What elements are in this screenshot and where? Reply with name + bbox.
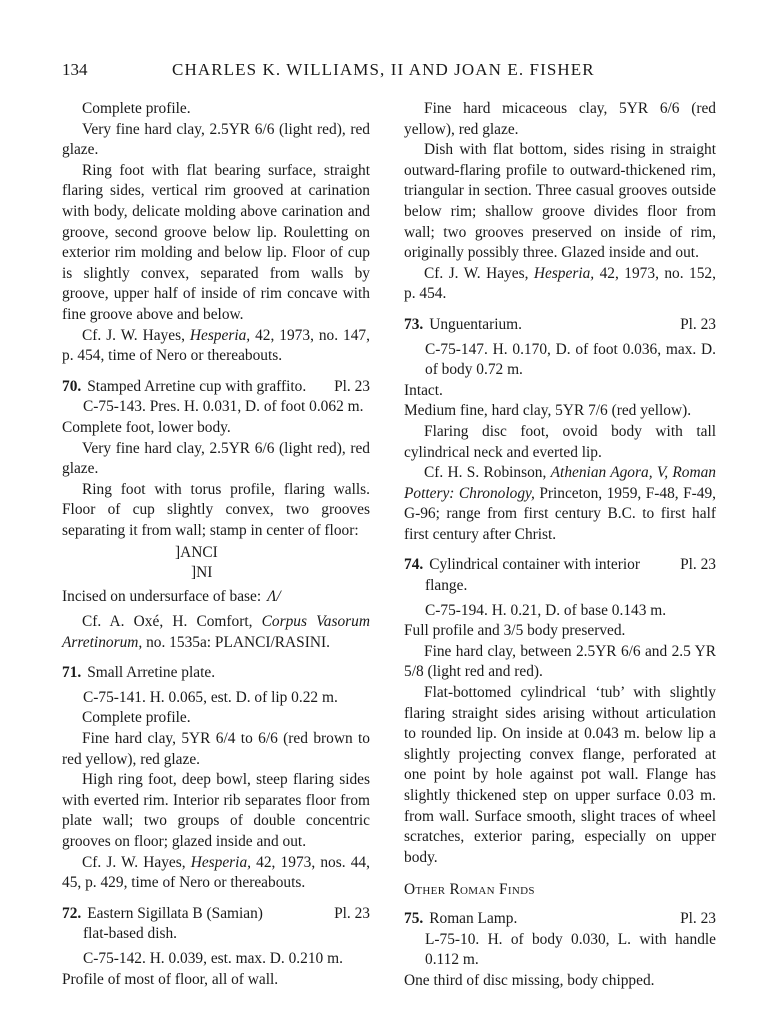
entry-text: Very fine hard clay, 2.5YR 6/6 (light red), red glaze. (62, 120, 370, 159)
entry-heading (404, 555, 716, 576)
plate-reference: Pl. 23 (680, 909, 716, 927)
entry-title: Small Arretine plate. (87, 664, 216, 682)
entry-reference: Cf. A. Oxé, H. Comfort, Corpus Vasorum Arretinorum, no. 1535a: PLANCI/RASINI. (62, 613, 370, 651)
entry-text: Fine hard micaceous clay, 5YR 6/6 (red yellow), red glaze. (404, 100, 716, 138)
entry-heading (62, 663, 370, 684)
entry-text: Flaring disc foot, ovoid body with tall cylindrical neck and everted lip. (404, 422, 716, 461)
entry-text: Incised on undersurface of base: Λ/ (62, 588, 281, 606)
entry-title-continued: flange. (425, 577, 468, 595)
entry-heading (404, 909, 716, 930)
running-title: CHARLES K. WILLIAMS, II AND JOAN E. FISHER (172, 60, 595, 79)
catalog-entry-71 (62, 663, 370, 894)
entry-heading (62, 904, 370, 925)
entry-reference: Cf. J. W. Hayes, Hesperia, 42, 1973, no. 147, p. 454, time of Nero or thereabouts. (62, 326, 370, 365)
plate-reference: Pl. 23 (334, 904, 370, 922)
entry-title: Roman Lamp. (429, 909, 518, 927)
catalog-entry-70 (62, 377, 370, 654)
catalog-entry-75 (404, 909, 716, 991)
inventory-line: L-75-10. H. of body 0.030, L. with handle 0.112 m. (425, 930, 716, 969)
entry-text: Complete profile. (82, 709, 191, 727)
right-column (404, 99, 716, 991)
entry-72-continuation (404, 99, 716, 305)
entry-text: Ring foot with torus profile, flaring walls. Floor of cup slightly convex, two grooves separating it from wall; stamp in center of floor: (62, 480, 370, 539)
running-header (62, 60, 722, 84)
catalog-entry-74 (404, 555, 716, 868)
entry-title: Eastern Sigillata B (Samian) (87, 904, 263, 922)
inventory-line: C-75-142. H. 0.039, est. max. D. 0.210 m. (83, 949, 343, 967)
inventory-line: C-75-194. H. 0.21, D. of base 0.143 m. (425, 601, 667, 619)
entry-title: Cylindrical container with interior (429, 556, 640, 574)
graffito-mark: Λ/ (267, 588, 281, 606)
entry-text: Fine hard clay, 5YR 6/4 to 6/6 (red brown to red yellow), red glaze. (62, 730, 370, 768)
entry-title-continued: flat-based dish. (83, 925, 178, 943)
entry-text: Fine hard clay, between 2.5YR 6/6 and 2.5 YR 5/8 (light red and red). (404, 642, 716, 681)
entry-text: Medium fine, hard clay, 5YR 7/6 (red yellow). (404, 402, 692, 420)
entry-69-continuation (62, 99, 370, 367)
entry-reference: Cf. J. W. Hayes, Hesperia, 42, 1973, no. 152, p. 454. (404, 264, 716, 303)
entry-reference: Cf. H. S. Robinson, Athenian Agora, V, Roman Pottery: Chronology, Princeton, 1959, F-48, F-49, G-96; range from first century B.C. to first half first century after Christ. (404, 464, 716, 543)
entry-number: 71. (62, 664, 82, 682)
entry-title: Stamped Arretine cup with graffito. (87, 377, 307, 395)
plate-reference: Pl. 23 (334, 377, 370, 395)
entry-text: Intact. (404, 381, 443, 399)
entry-text: Complete foot, lower body. (62, 418, 231, 436)
section-heading: Other Roman Finds (404, 881, 535, 899)
entry-text: Dish with flat bottom, sides rising in straight outward-flaring profile to outward-thickened rim, triangular in section. Three casual grooves outside below rim; shallow groove divides floor from wall; two grooves preserved on inside of rim, originally possibly three. Glazed inside and out. (404, 141, 716, 262)
entry-heading (404, 315, 716, 336)
entry-number: 73. (404, 315, 424, 333)
entry-title: Unguentarium. (429, 315, 522, 333)
entry-number: 70. (62, 377, 82, 395)
entry-reference: Cf. J. W. Hayes, Hesperia, 42, 1973, nos. 44, 45, p. 429, time of Nero or thereabouts. (62, 853, 370, 892)
catalog-entry-72 (62, 904, 370, 990)
entry-text: Flat-bottomed cylindrical ‘tub’ with slightly flaring straight sides arising without articulation to rounded lip. On inside at 0.043 m. below lip a slightly projecting convex flange, perforated at one point by hole against pot wall. Flange has slightly thickened step on upper surface 0.03 m. from wall. Surface smooth, slight traces of wheel scratches, exterior paring, especially on upper body. (404, 684, 716, 866)
entry-text: Complete profile. (82, 100, 191, 117)
entry-number: 75. (404, 909, 424, 927)
entry-number: 72. (62, 904, 82, 922)
entry-heading (62, 377, 370, 398)
inventory-line: C-75-141. H. 0.065, est. D. of lip 0.22 m. (83, 688, 338, 706)
stamp-inscription: ]ANCI ]NI (175, 544, 218, 582)
entry-number: 74. (404, 556, 424, 574)
left-column (62, 99, 370, 990)
entry-text: Very fine hard clay, 2.5YR 6/6 (light red), red glaze. (62, 439, 370, 478)
catalog-entry-73 (404, 315, 716, 546)
plate-reference: Pl. 23 (680, 315, 716, 333)
entry-text: Ring foot with flat bearing surface, straight flaring sides, vertical rim grooved at carination with body, delicate molding above carination and groove, second groove below lip. Rouletting on exterior rim molding and below lip. Floor of cup is slightly convex, separated from walls by groove, upper half of inside of rim concave with fine groove above and below. (62, 161, 370, 323)
entry-text: Full profile and 3/5 body preserved. (404, 622, 626, 640)
plate-reference: Pl. 23 (680, 556, 716, 574)
entry-text: Profile of most of floor, all of wall. (62, 970, 279, 988)
entry-text: High ring foot, deep bowl, steep flaring sides with everted rim. Interior rib separates floor from plate wall; two groups of double concentric grooves on floor; glazed inside and out. (62, 771, 370, 850)
page-number: 134 (62, 60, 88, 79)
inventory-line: C-75-147. H. 0.170, D. of foot 0.036, max. D. of body 0.72 m. (425, 340, 716, 379)
entry-text: One third of disc missing, body chipped. (404, 971, 655, 989)
inventory-line: C-75-143. Pres. H. 0.031, D. of foot 0.062 m. (83, 398, 364, 416)
